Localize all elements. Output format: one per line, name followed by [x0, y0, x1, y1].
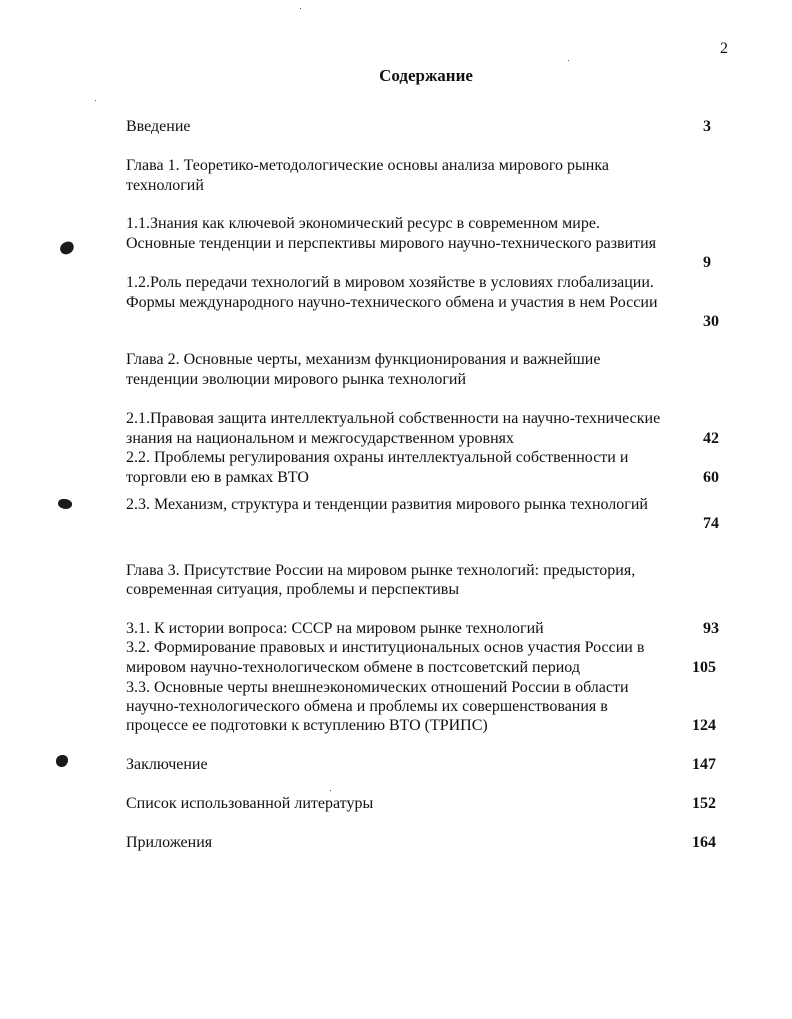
toc-section-3-3-line3: процессе ее подготовки к вступлению ВТО (ТРИПС)	[126, 717, 488, 734]
toc-chapter-1-line2: технологий	[126, 177, 204, 194]
toc-section-3-2-line2: мировом научно-технологическом обмене в постсоветский период	[126, 659, 580, 676]
toc-section-3-3-line1: 3.3. Основные черты внешнеэкономических отношений России в области	[126, 679, 629, 696]
page-title: Содержание	[379, 66, 473, 85]
toc-section-2-2-line2: торговли ею в рамках ВТО	[126, 469, 309, 486]
toc-page-appendix: 164	[692, 834, 716, 851]
toc-section-1-1-line2: Основные тенденции и перспективы мирового научно-технического развития	[126, 235, 657, 252]
toc-section-1-2-line2: Формы международного научно-технического обмена и участия в нем России	[126, 294, 658, 311]
toc-page-1-1: 9	[703, 254, 711, 271]
toc-chapter-3-line2: современная ситуация, проблемы и перспективы	[126, 581, 460, 598]
toc-page-2-1: 42	[703, 430, 719, 447]
toc-page-3-3: 124	[692, 717, 716, 734]
toc-section-2-1-line2: знания на национальном и межгосударственном уровнях	[126, 430, 514, 447]
toc-chapter-3-line1: Глава 3. Присутствие России на мировом рынке технологий: предыстория,	[126, 562, 636, 579]
toc-entry-appendix: Приложения	[126, 834, 213, 851]
toc-page-intro: 3	[703, 118, 711, 135]
toc-section-3-3-line2: научно-технологического обмена и проблемы их совершенствования в	[126, 698, 608, 715]
toc-page-references: 152	[692, 795, 716, 812]
toc-page-2-3: 74	[703, 515, 719, 532]
toc-entry-references: Список использованной литературы	[126, 795, 374, 812]
toc-section-2-2-line1: 2.2. Проблемы регулирования охраны интеллектуальной собственности и	[126, 449, 629, 466]
page-number: 2	[720, 40, 728, 57]
toc-page-2-2: 60	[703, 469, 719, 486]
scan-speck-3	[568, 60, 569, 61]
ink-blot-2	[57, 497, 73, 510]
toc-page-conclusion: 147	[692, 756, 716, 773]
toc-section-3-2-line1: 3.2. Формирование правовых и институциональных основ участия России в	[126, 639, 645, 656]
scan-speck-4	[330, 790, 331, 791]
toc-page-3-1: 93	[703, 620, 719, 637]
toc-section-1-2-line1: 1.2.Роль передачи технологий в мировом хозяйстве в условиях глобализации.	[126, 274, 654, 291]
scan-speck-2	[95, 100, 96, 101]
toc-section-2-1-line1: 2.1.Правовая защита интеллектуальной собственности на научно-технические	[126, 410, 661, 427]
toc-entry-conclusion: Заключение	[126, 756, 208, 773]
toc-page-1-2: 30	[703, 313, 719, 330]
toc-section-2-3-line1: 2.3. Механизм, структура и тенденции развития мирового рынка технологий	[126, 496, 648, 513]
toc-chapter-2-line2: тенденции эволюции мирового рынка технологий	[126, 371, 467, 388]
toc-chapter-2-line1: Глава 2. Основные черты, механизм функционирования и важнейшие	[126, 351, 601, 368]
toc-chapter-1-line1: Глава 1. Теоретико-методологические основы анализа мирового рынка	[126, 157, 609, 174]
toc-entry-intro: Введение	[126, 118, 191, 135]
ink-blot-3	[56, 755, 68, 767]
ink-blot-1	[58, 240, 75, 256]
toc-section-3-1-line1: 3.1. К истории вопроса: СССР на мировом рынке технологий	[126, 620, 544, 637]
scan-speck-1	[300, 8, 301, 9]
toc-page-3-2: 105	[692, 659, 716, 676]
toc-section-1-1-line1: 1.1.Знания как ключевой экономический ресурс в современном мире.	[126, 215, 600, 232]
